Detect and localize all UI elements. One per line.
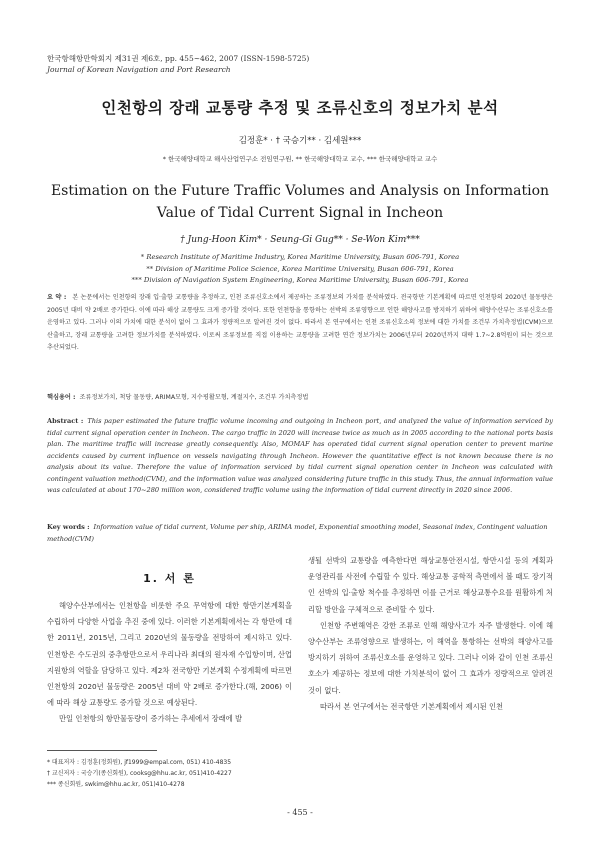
abstract-korean-text: 본 논문에서는 인천항의 장래 입·출항 교통량을 추정하고, 인천 조류신호소에서 제공하는 조류정보의 가치를 분석하였다. 전국항만 기본계획에 따르면 인천항의 2020년 물동량은 2005년 대비 약 2배로 증가한다. 이에 따라 해상 교통량도 크게 증가할 것이다. 또한 인천항을 통항하는 선박의 조류영향으로 인한 해양사고를 방지하기 위하여 해양수산부는 조류신호소를 운영하고 있다. 그러나 이의 가치에 대한 분석이 없어 그 효과가 정량적으로 알려진 것이 없다. 따라서 본 연구에서는 인천 조류신호소의 정보에 대한 가치를 조건부 가치측정법(CVM)으로 산출하고, 장래 교통량을 고려한 정보가치를 분석하였다. 이로써 조류정보를 직접 이용하는 교통량을 고려한 연간 정보가치는 2006년부터 2020년까지 대략 1.7~2.8억원이 되는 것으로 추산되었다. bbox=[47, 294, 554, 352]
affiliations-english bbox=[0, 252, 600, 287]
page-number: - 455 - bbox=[287, 808, 313, 817]
keywords-korean bbox=[47, 392, 553, 401]
affiliation-line: * Research Institute of Maritime Industry, Korea Maritime University, Busan 606-791, Korea bbox=[140, 253, 460, 261]
affiliation-line: *** Division of Navigation System Engineering, Korea Maritime University, Busan 606-791, Korea bbox=[131, 276, 469, 284]
abstract-english-label: Abstract : bbox=[47, 417, 84, 425]
body-paragraph: 인천항 주변해역은 강한 조류로 인해 해양사고가 자주 발생한다. 이에 해양수산부는 조류영향으로 발생하는, 이 해역을 통항하는 선박의 해양사고를 방지하기 위하여 조류신호소를 운영하고 있다. 그러나 이와 같이 인천 조류신호소가 제공하는 정보에 대한 가치분석이 없어 그 효과가 정량적으로 알려진 것이 없다. bbox=[308, 620, 553, 695]
footnotes bbox=[47, 757, 307, 790]
footnote: * 대표저자 : 김정훈(정회원), jf1999@empal.com, 051) 410-4835 bbox=[47, 759, 232, 766]
keywords-english-label: Key words : bbox=[47, 523, 90, 531]
keywords-korean-label: 핵심용어 : bbox=[47, 394, 76, 401]
body-paragraph: 만일 인천항의 항만물동량이 증가하는 추세에서 장래에 발 bbox=[59, 714, 243, 724]
footnote: † 교신저자 : 국승기(종신회원), cooksg@hhu.ac.kr, 051)410-4227 bbox=[47, 770, 232, 777]
affiliations-korean: * 한국해양대학교 해사산업연구소 전임연구원, ** 한국해양대학교 교수, *** 한국해양대학교 교수 bbox=[162, 155, 438, 163]
body-paragraph: 해양수산부에서는 인천항을 비롯한 주요 무역항에 대한 항만기본계획을 수립하여 다양한 사업을 추진 중에 있다. 이러한 기본계획에서는 각 항만에 대한 2011년, 2015년, 그리고 2020년의 물동량을 전망하여 제시하고 있다. 인천항은 수도권의 중추항만으로서 우리나라 최대의 원자재 수입항이며, 산업 지원항의 역할을 담당하고 있다. 제2차 전국항만 기본계획 수정계획에 따르면 인천항의 2020년 물동량은 2005년 대비 약 2배로 증가한다.(해, 2006) 이에 따라 해상 교통량도 증가할 것으로 예상된다. bbox=[47, 601, 292, 708]
abstract-english-text: This paper estimated the future traffic volume incoming and outgoing in Incheon port, and analyzed the value of information serviced by tidal current signal operation center in Incheon. The cargo traffic in 2020 will increase twice as much as in 2005 according to the national ports basis plan. The maritime traffic will increase greatly consequently. Also, MOMAF has operated tidal current signal operation center to prevent marine accidents caused by current influence on vessels navigating through Incheon. However the quantitative effect is not known because there is no analysis about its value. Therefore the value of information serviced by tidal current signal operation center in Incheon was calculated with contingent valuation method(CVM), and the information value was analyzed considering future traffic in this study. Thus, the annual information value was calculated at about 170~280 million won, considered traffic volume using the information of tidal current directly in 2020 since 2006. bbox=[47, 417, 553, 494]
body-column-left bbox=[47, 598, 292, 728]
abstract-korean-label: 요 약 : bbox=[47, 294, 67, 301]
journal-info-english: Journal of Korean Navigation and Port Research bbox=[47, 65, 231, 74]
body-paragraph: 따라서 본 연구에서는 전국항만 기본계획에서 제시된 인천 bbox=[320, 701, 504, 711]
paper-title-korean: 인천항의 장래 교통량 추정 및 조류신호의 정보가치 분석 bbox=[101, 99, 499, 117]
footnote: *** 종신회원, swkim@hhu.ac.kr, 051)410-4278 bbox=[47, 781, 185, 788]
abstract-korean bbox=[47, 292, 553, 355]
keywords-korean-text: 조류정보가치, 척당 물동량, ARIMA모형, 지수평활모형, 계절지수, 조건부 가치측정법 bbox=[79, 394, 309, 401]
body-column-right bbox=[308, 553, 553, 715]
affiliation-line: ** Division of Maritime Police Science, Korea Maritime University, Busan 606-791, Korea bbox=[146, 264, 454, 273]
authors-korean: 김정훈* · † 국승기** · 김세원*** bbox=[238, 136, 362, 146]
section-heading-introduction: 1. 서 론 bbox=[143, 572, 196, 585]
journal-info-korean: 한국항해항만학회지 제31권 제6호, pp. 455~462, 2007 (ISSN-1598-5725) bbox=[47, 54, 310, 63]
footnote-divider bbox=[47, 750, 157, 751]
keywords-english bbox=[47, 522, 553, 545]
journal-header bbox=[47, 53, 309, 75]
authors-english: † Jung-Hoon Kim* · Seung-Gi Gug** · Se-Won Kim*** bbox=[180, 235, 420, 245]
paper-title-english: Estimation on the Future Traffic Volumes and Analysis on Information Value of Tidal Current Signal in Incheon bbox=[50, 183, 550, 221]
body-paragraph: 생될 선박의 교통량을 예측한다면 해상교통안전시설, 항만시설 등의 계획과 운영관리를 사전에 수립할 수 있다. 해상교통 공학적 측면에서 볼 때도 장기적인 선박의 입·출항 척수를 추정하면 이를 근거로 해상교통수요를 원활하게 처리할 방안을 구체적으로 준비할 수 있다. bbox=[308, 556, 553, 614]
abstract-english bbox=[47, 416, 553, 497]
keywords-english-text: Information value of tidal current, Volume per ship, ARIMA model, Exponential smoothing model, Seasonal index, Contingent valuation method(CVM) bbox=[47, 523, 548, 543]
